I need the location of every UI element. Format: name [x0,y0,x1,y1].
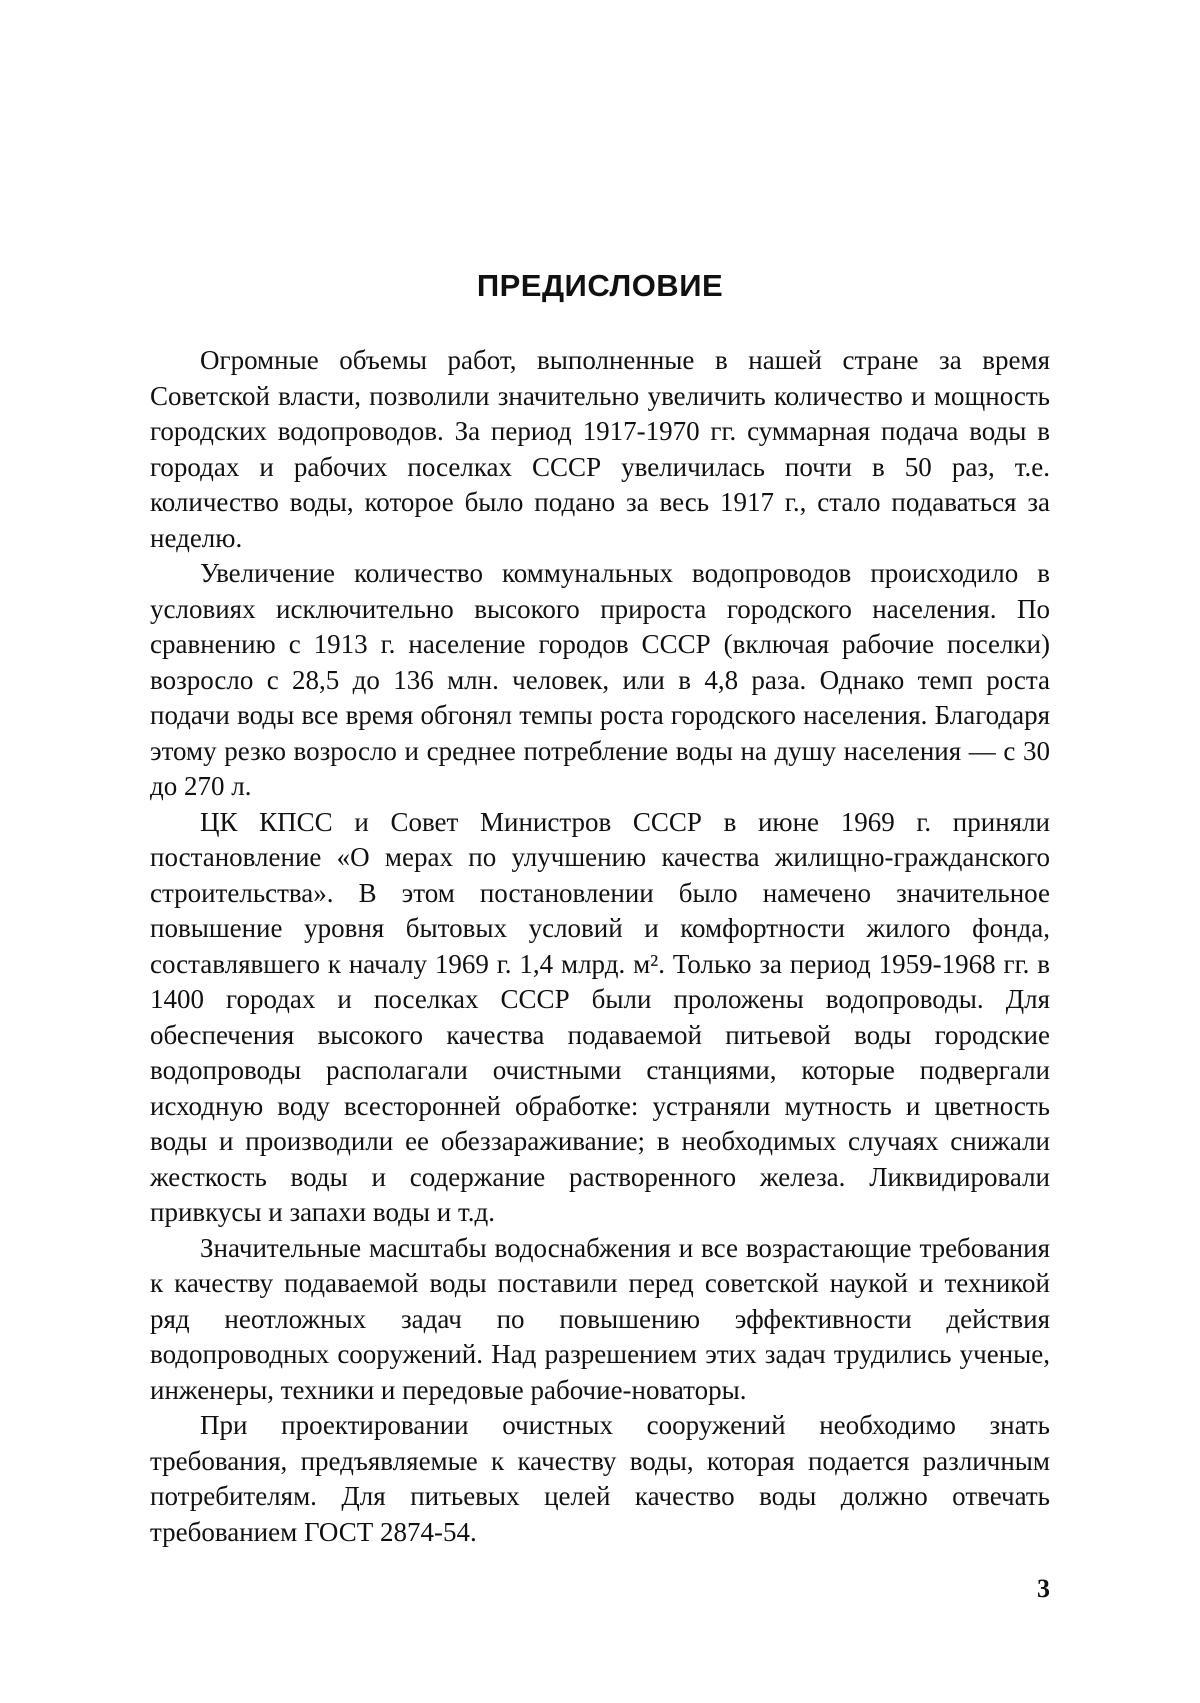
paragraph-4: Значительные масштабы водоснабжения и все возрастающие требования к качеству подаваемой воды поставили перед советской наукой и техникой ряд неотложных задач по повышению эффективности действия водопроводных сооружений. Над разрешением этих задач трудились ученые, инженеры, техники и передовые рабочие-новаторы. [150,1232,1050,1405]
body-text [150,343,1050,1550]
paragraph-1: Огромные объемы работ, выполненные в нашей стране за время Советской власти, позволили значительно увеличить количество и мощность городских водопроводов. За период 1917-1970 гг. суммарная подача воды в городах и рабочих поселках СССР увеличилась почти в 50 раз, т.е. количество воды, которое было подано за весь 1917 г., стало подаваться за неделю. [150,345,1050,553]
paragraph-3: ЦК КПСС и Совет Министров СССР в июне 1969 г. приняли постановление «О мерах по улучшению качества жилищно-гражданского строительства». В этом постановлении было намечено значительное повышение уровня бытовых условий и комфортности жилого фонда, составлявшего к началу 1969 г. 1,4 млрд. м². Только за период 1959-1968 гг. в 1400 городах и поселках СССР были проложены водопроводы. Для обеспечения высокого качества подаваемой питьевой воды городские водопроводы располагали очистными станциями, которые подвергали исходную воду всесторонней обработке: устраняли мутность и цветность воды и производили ее обеззараживание; в необходимых случаях снижали жесткость воды и содержание растворенного железа. Ликвидировали привкусы и запахи воды и т.д. [150,806,1050,1227]
page-number: 3 [1037,1574,1050,1603]
page-title: ПРЕДИСЛОВИЕ [476,268,724,303]
paragraph-5: При проектировании очистных сооружений необходимо знать требования, предъявляемые к качеству воды, которая подается различным потребителям. Для питьевых целей качество воды должно отвечать требованием ГОСТ 2874-54. [150,1410,1050,1547]
paragraph-2: Увеличение количество коммунальных водопроводов происходило в условиях исключительно высокого прироста городского населения. По сравнению с 1913 г. население городов СССР (включая рабочие поселки) возросло с 28,5 до 136 млн. человек, или в 4,8 раза. Однако темп роста подачи воды все время обгонял темпы роста городского населения. Благодаря этому резко возросло и среднее потребление воды на душу населения — с 30 до 270 л. [150,558,1050,801]
